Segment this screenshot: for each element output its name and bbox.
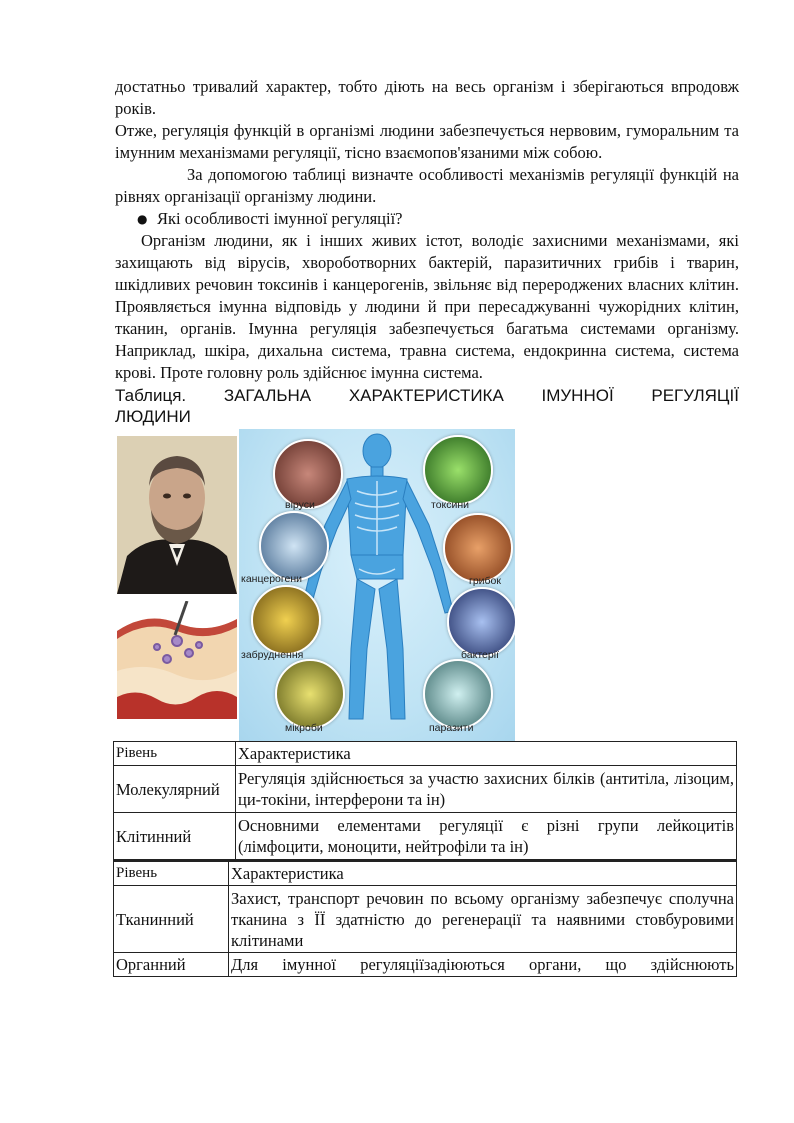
bacteria-circle-icon [447, 587, 515, 657]
table-caption [115, 385, 739, 427]
label-kantserohenu: канцерогени [241, 573, 302, 585]
table-row [114, 886, 737, 953]
label-parazyty: паразити [429, 722, 474, 734]
bullet-text: Які особливості імунної регуляції? [157, 209, 403, 228]
carcinogen-circle-icon [259, 511, 329, 581]
table-header-row [114, 861, 737, 886]
document-page [115, 0, 739, 977]
human-body-threats-image [239, 429, 515, 741]
caption-word-3: ХАРАКТЕРИСТИКА [348, 386, 504, 405]
scientist-portrait-image [117, 436, 237, 594]
label-hrybok: грибок [469, 575, 501, 587]
caption-word-5: РЕГУЛЯЦІЇ [651, 386, 739, 405]
table-row [114, 953, 737, 977]
fungus-circle-icon [443, 513, 513, 583]
microbe-circle-icon [275, 659, 345, 729]
label-bakterii: бактерії [461, 649, 499, 661]
row-level-cell: Молекулярний [114, 766, 236, 813]
paragraph-3: За допомогою таблиці визначте особливості механізмів регуляції функцій на рівнях організації організму людини. [115, 165, 739, 206]
toxin-circle-icon [423, 435, 493, 505]
table-row [114, 766, 737, 813]
header-cell-level: Рівень [114, 742, 236, 766]
caption-word-4: ІМУННОЇ [541, 386, 614, 405]
row-text-cell: Основними елементами регуляції є різні групи лейкоцитів (лімфоцити, моноцити, нейтрофіли та ін) [236, 813, 737, 860]
paragraph-2: Отже, регуляція функцій в організмі людини забезпечується нервовим, гуморальним та імунним механізмами регуляції, тісно взаємопов'язаними між собою. [115, 121, 739, 162]
bullet-dot-icon: ● [137, 212, 148, 226]
row-level-cell: Органний [114, 953, 229, 977]
header-cell-characteristic: Характеристика [229, 861, 737, 886]
caption-word-2: ЗАГАЛЬНА [223, 386, 312, 405]
immune-figure [115, 429, 739, 741]
label-toksyny: токсини [431, 499, 470, 511]
label-virusy: віруси [285, 499, 315, 511]
label-mikroby: мікроби [285, 722, 323, 734]
row-level-cell: Тканинний [114, 886, 229, 953]
parasite-circle-icon [423, 659, 493, 729]
pollution-circle-icon [251, 585, 321, 655]
bullet-question [115, 208, 739, 230]
row-text-cell: Для імунної регуляціїзадіюються органи, що здійснюють [229, 953, 737, 977]
header-cell-characteristic: Характеристика [236, 742, 737, 766]
caption-word-1: Таблиця. [115, 386, 187, 405]
label-zabrudnennia: забруднення [241, 649, 304, 661]
row-level-cell: Клітинний [114, 813, 236, 860]
caption-word-6: ЛЮДИНИ [115, 407, 191, 426]
immune-table-part-1 [113, 741, 737, 860]
paragraph-4: Організм людини, як і інших живих істот, володіє захисними механізмами, які захищають від вірусів, хвороботворних бактерій, паразитичних грибів і тварин, шкідливих речовин токсинів і канцерогенів, звільняє від перероджених власних клітин. Проявляється імунна відповідь у людини й при пересаджуванні чужорідних клітин, тканин, органів. Імунна регуляція забезпечується багатьма системами організму. Наприклад, шкіра, дихальна система, травна система, ендокринна система, система крові. Проте головну роль здійснює імунна система. [115, 231, 739, 382]
header-cell-level: Рівень [114, 861, 229, 886]
table-header-row [114, 742, 737, 766]
row-text-cell: Захист, транспорт речовин по всьому організму забезпечує сполучна тканина з ЇЇ здатністю до регенерації та наявними стовбуровими клітинами [229, 886, 737, 953]
row-text-cell: Регуляція здійснюється за участю захисних білків (антитіла, лізоцим, ци-токіни, інтерферони та ін) [236, 766, 737, 813]
immune-table-part-2 [113, 860, 737, 977]
skin-section-image [117, 601, 237, 719]
paragraph-1: достатньо тривалий характер, тобто діють на весь організм і зберігаються впродовж років. [115, 77, 739, 118]
table-row [114, 813, 737, 860]
